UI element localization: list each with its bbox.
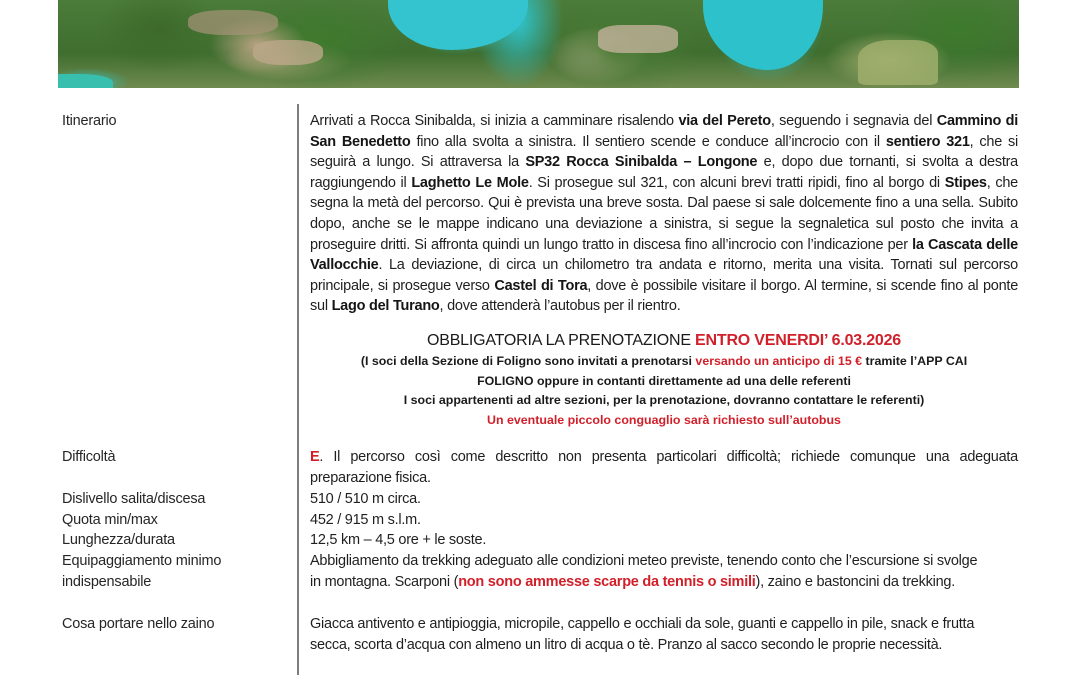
place-name: via del Pereto — [678, 113, 771, 129]
deposit-amount: versando un anticipo di 15 € — [695, 354, 863, 368]
hero-lake-region — [703, 0, 823, 70]
text-segment: , che si seguirà a lungo. Si attraversa la — [310, 133, 1018, 171]
place-name: Stipes — [944, 174, 987, 191]
text-segment: , che segna la metà del percorso. Qui è prevista una breve sosta. Dal paese si sale dolcemente fino a una sella. Subito dopo, anche se le mappe indicano una deviazione a sinistra, si segue la segnaletica sul posto che invita a proseguire dritti. Si affronta quindi un lungo tratto in discesa fino all’incrocio con l’indicazione per — [310, 174, 1018, 253]
column-divider — [297, 104, 299, 675]
booking-note-line — [310, 352, 1018, 372]
booking-notice — [310, 330, 1018, 430]
place-name: SP32 Rocca Sinibalda – Longone — [525, 154, 758, 171]
booking-note-line: FOLIGNO oppure in contanti direttamente ad una delle referenti — [477, 373, 851, 388]
text-segment: Arrivati a Rocca Sinibalda, si inizia a camminare risalendo — [310, 113, 679, 129]
place-name: Castel di Tora — [494, 277, 588, 294]
difficulty-description: . Il percorso così come descritto non presenta particolari difficoltà; richiede comunque una adeguata preparazione fisica. — [310, 449, 1018, 486]
hero-village-region — [598, 25, 678, 53]
label-dislivello: Dislivello salita/discesa — [62, 491, 206, 507]
length-duration-value: 12,5 km – 4,5 ore + le soste. — [310, 532, 487, 548]
hero-landscape-image — [58, 0, 1019, 88]
booking-note-text: tramite l’APP CAI — [862, 354, 968, 368]
booking-note-text: (I soci della Sezione di Foligno sono invitati a prenotarsi — [360, 354, 696, 368]
equipment-text-part: ), zaino e bastoncini da trekking. — [755, 573, 955, 590]
label-zaino: Cosa portare nello zaino — [62, 616, 215, 632]
hero-field-region — [188, 10, 278, 35]
label-lunghezza: Lunghezza/durata — [62, 532, 175, 548]
label-itinerario: Itinerario — [62, 113, 117, 129]
difficulty-text — [310, 447, 1018, 488]
place-name: Laghetto Le Mole — [411, 174, 529, 191]
place-name: la Cascata delle Vallocchie — [310, 236, 1018, 274]
hero-field-region — [858, 40, 938, 85]
booking-adjustment-note: Un eventuale piccolo conguaglio sarà richiesto sull’autobus — [487, 412, 841, 427]
hero-lake-region — [388, 0, 528, 50]
place-name: Lago del Turano — [331, 298, 440, 315]
label-equipaggiamento — [62, 551, 221, 592]
booking-title-text: OBBLIGATORIA LA PRENOTAZIONE — [426, 332, 696, 349]
backpack-contents-text: Giacca antivento e antipioggia, micropile, cappello e occhiali da sole, guanti e cappello in pile, snack e frutta secca, scorta d’acqua con almeno un litro di acqua o tè. Pranzo al sacco secondo le proprie necessità. — [310, 616, 975, 653]
place-name: sentiero 321 — [885, 133, 970, 150]
elevation-gain-value: 510 / 510 m circa. — [310, 491, 421, 507]
label-difficolta: Difficoltà — [62, 449, 116, 465]
booking-note-line: I soci appartenenti ad altre sezioni, per la prenotazione, dovranno contattare le referenti) — [403, 393, 925, 407]
text-segment: , dove attenderà l’autobus per il rientro. — [439, 298, 681, 315]
equipment-warning: non sono ammesse scarpe da tennis o simili — [458, 573, 756, 590]
label-line: indispensabile — [62, 573, 152, 590]
text-segment: . Si prosegue sul 321, con alcuni brevi tratti ripidi, fino al borgo di — [528, 174, 945, 191]
text-segment: , seguendo i segnavia del — [770, 113, 937, 129]
booking-deadline: ENTRO VENERDI’ 6.03.2026 — [695, 332, 902, 349]
text-segment: , dove è possibile visitare il borgo. Al termine, si scende fino al ponte sul — [310, 277, 1019, 315]
hero-field-region — [253, 40, 323, 65]
difficulty-grade: E — [310, 449, 320, 465]
booking-title — [310, 330, 1018, 352]
place-name: Cammino di San Benedetto — [310, 113, 1018, 150]
equipment-text — [310, 551, 990, 592]
text-segment: e, dopo due tornanti, si svolta a destra raggiungendo il — [310, 154, 1018, 191]
equipment-text-part: Abbigliamento da trekking adeguato alle condizioni meteo previste, tenendo conto che l’escursione si svolge in montagna. Scarponi ( — [310, 553, 978, 590]
itinerary-text — [310, 111, 1018, 317]
booking-notes — [310, 352, 1018, 430]
text-segment: . La deviazione, di circa un chilometro tra andata e ritorno, merita una visita. Tornati sul percorso principale, si prosegue verso — [310, 257, 1018, 294]
label-quota: Quota min/max — [62, 511, 158, 528]
label-line: Equipaggiamento minimo — [62, 553, 222, 569]
text-segment: fino alla svolta a sinistra. Il sentiero scende e conduce all’incrocio con il — [410, 133, 886, 150]
hero-lake-region — [58, 74, 113, 88]
altitude-value: 452 / 915 m s.l.m. — [310, 511, 421, 528]
